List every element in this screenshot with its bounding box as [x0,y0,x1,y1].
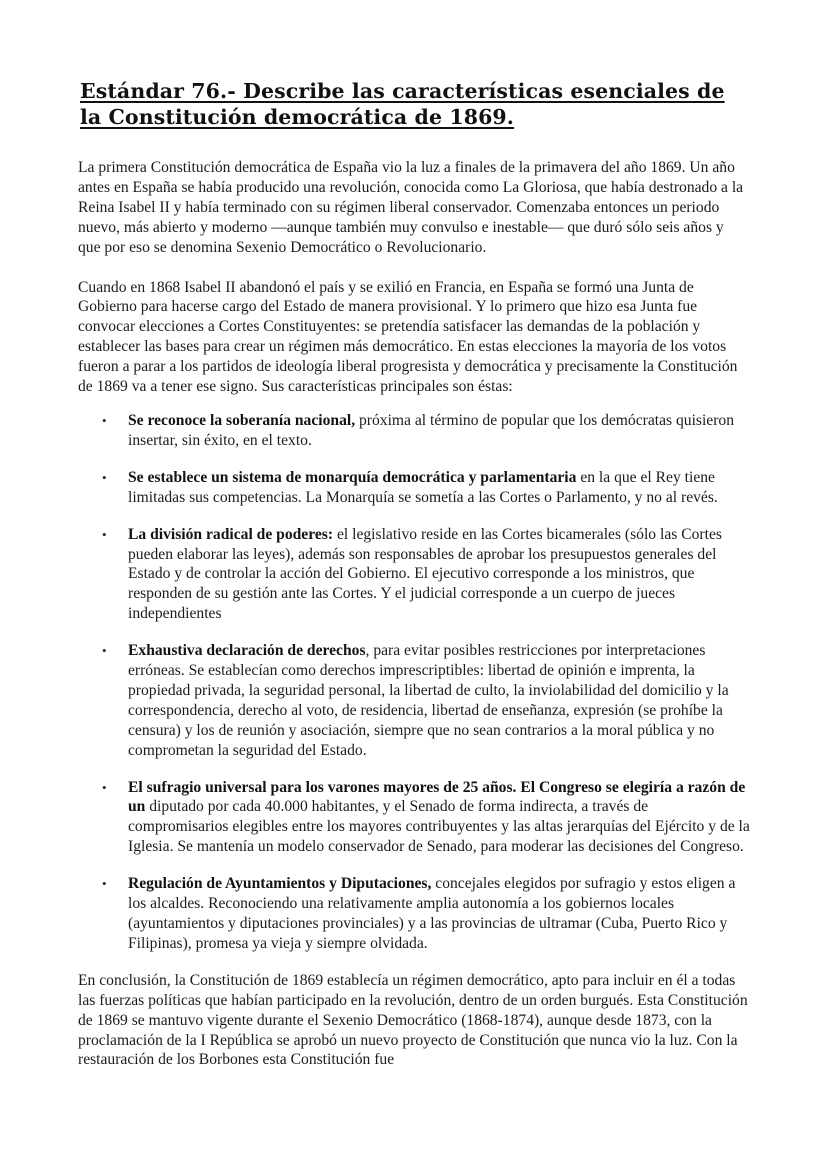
list-item-heading: Exhaustiva declaración de derechos [128,642,366,660]
document-title: Estándar 76.- Describe las características esenciales de la Constitución democrática de 1869. [80,79,725,129]
list-item-text: el legislativo reside en las Cortes bicamerales (sólo las Cortes pueden elaborar las leyes), además son responsables de aprobar los presupuestos generales del Estado y de controlar la acción del Gobierno. El ejecutivo corresponde a los ministros, que responden de su gestión ante las Cortes. Y el judicial corresponde a un cuerpo de jueces independientes [128,525,722,623]
list-item-text: , para evitar posibles restricciones por interpretaciones erróneas. Se establecían como derechos imprescriptibles: libertad de opinión e imprenta, la propiedad privada, la seguridad personal, la libertad de culto, la inviolabilidad del domicilio y la correspondencia, derecho al voto, de residencia, libertad de enseñanza, expresión (se prohíbe la censura) y los de reunión y asociación, siempre que no sean contrarios a la moral pública y no comprometan la seguridad del Estado. [128,642,729,759]
bullet-icon: • [102,526,107,542]
bullet-icon: • [102,469,107,485]
bullet-icon: • [102,876,107,892]
intro-paragraph: La primera Constitución democrática de España vio la luz a finales de la primavera del año 1869. Un año antes en España se había producido una revolución, conocida como La Gloriosa, que había destronado a la Reina Isabel II y había terminado con su régimen liberal conservador. Comenzaba entonces un periodo nuevo, más abierto y moderno —aunque también muy convulso e inestable— que duró sólo seis años y que por eso se denomina Sexenio Democrático o Revolucionario. [78,159,744,256]
list-item [78,641,750,760]
list-item [78,411,750,451]
list-item [78,874,750,954]
list-item-text: diputado por cada 40.000 habitantes, y el Senado de forma indirecta, a través de compromisarios elegibles entre los mayores contribuyentes y las altas jerarquías del Ejército y de la Iglesia. Se mantenía un modelo conservador de Senado, para moderar las decisiones del Congreso. [128,798,750,856]
characteristics-list [78,411,750,954]
bullet-icon: • [102,779,107,795]
list-item-heading: Se establece un sistema de monarquía democrática y parlamentaria [128,468,577,486]
list-item-text: concejales elegidos por sufragio y estos eligen a los alcaldes. Reconociendo una relativamente amplia autonomía a los gobiernos locales (ayuntamientos y diputaciones provinciales) y a las provincias de ultramar (Cuba, Puerto Rico y Filipinas), promesa ya vieja y siempre olvidada. [128,875,736,952]
context-paragraph: Cuando en 1868 Isabel II abandonó el país y se exilió en Francia, en España se formó una Junta de Gobierno para hacerse cargo del Estado de manera provisional. Y lo primero que hizo esa Junta fue convocar elecciones a Cortes Constituyentes: se pretendía satisfacer las demandas de la población y establecer las bases para crear un régimen más democrático. En estas elecciones la mayoría de los votos fueron a parar a los partidos de ideología liberal progresista y democrática y precisamente la Constitución de 1869 va a tener ese signo. Sus características principales son éstas: [78,278,738,396]
bullet-icon: • [102,412,107,428]
conclusion-paragraph: En conclusión, la Constitución de 1869 establecía un régimen democrático, apto para incluir en él a todas las fuerzas políticas que habían participado en la revolución, dentro de un orden burgués. Esta Constitución de 1869 se mantuvo vigente durante el Sexenio Democrático (1868-1874), aunque desde 1873, con la proclamación de la I República se aprobó un nuevo proyecto de Constitución que nunca vio la luz. Con la restauración de los Borbones esta Constitución fue [78,971,748,1069]
list-item-heading: Se reconoce la soberanía nacional, [128,411,356,429]
bullet-icon: • [102,643,107,659]
list-item-heading: El sufragio universal para los varones mayores de 25 años. El Congreso se elegiría a razón de un [128,778,746,816]
list-item-heading: Regulación de Ayuntamientos y Diputaciones, [128,875,432,893]
list-item [78,778,750,858]
list-item [78,468,750,508]
list-item-text: próxima al término de popular que los demócratas quisieron insertar, sin éxito, en el texto. [128,411,735,449]
list-item-heading: La división radical de poderes: [128,525,334,543]
list-item [78,525,750,625]
list-item-text: en la que el Rey tiene limitadas sus competencias. La Monarquía se sometía a las Cortes o Parlamento, y no al revés. [128,468,718,506]
